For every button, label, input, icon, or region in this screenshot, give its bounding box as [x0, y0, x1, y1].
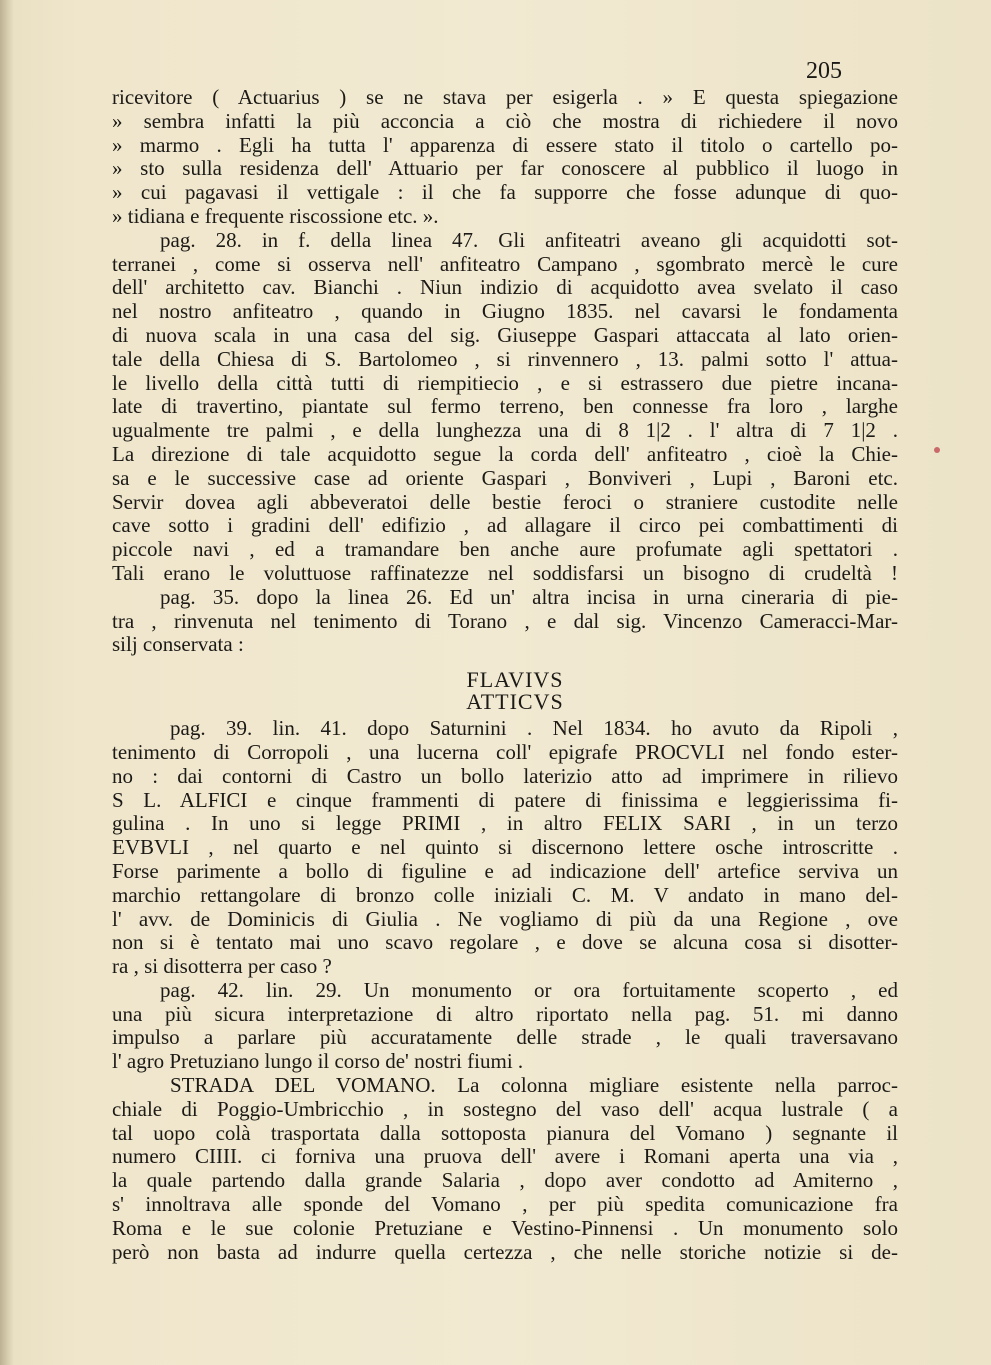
- text-line: » marmo . Egli ha tutta l' apparenza di essere stato il titolo o cartello po-: [112, 133, 898, 157]
- text-line: STRADA DEL VOMANO. La colonna migliare esistente nella parroc-: [170, 1074, 898, 1098]
- text-line: pag. 39. lin. 41. dopo Saturnini . Nel 1834. ho avuto da Ripoli ,: [170, 717, 898, 741]
- text-line: marchio rettangolare di bronzo colle iniziali C. M. V andato in mano del-: [112, 883, 898, 907]
- text-line: » tidiana e frequente riscossione etc. ».: [112, 204, 439, 228]
- text-line: » sembra infatti la più acconcia a ciò che mostra di richiedere il novo: [112, 109, 898, 133]
- page-body: [112, 86, 898, 1264]
- text-line: impulso a parlare più accuratamente delle strade , le quali traversavano: [112, 1026, 898, 1050]
- text-line: ricevitore ( Actuarius ) se ne stava per esigerla . » E questa spiegazione: [112, 86, 898, 109]
- text-line: piccole navi , ed a tramandare ben anche aure profumate agli spettatori .: [112, 538, 898, 562]
- text-line: late di travertino, piantate sul fermo terreno, ben connesse fra loro , larghe: [112, 395, 898, 419]
- text-line: tale della Chiesa di S. Bartolomeo , si rinvennero , 13. palmi sotto l' attua-: [112, 347, 898, 371]
- text-line: l' avv. de Dominicis di Giulia . Ne vogliamo di più da una Regione , ove: [112, 907, 898, 931]
- text-line: pag. 28. in f. della linea 47. Gli anfiteatri aveano gli acquidotti sot-: [160, 228, 898, 252]
- text-line: gulina . In uno si legge PRIMI , in altro FELIX SARI , in un terzo: [112, 812, 898, 836]
- text-line: terranei , come si osserva nell' anfiteatro Campano , sgombrato mercè le cure: [112, 252, 898, 276]
- text-line: silj conservata :: [112, 633, 244, 657]
- text-line: pag. 42. lin. 29. Un monumento or ora fortuitamente scoperto , ed: [160, 978, 898, 1002]
- text-line: cave sotto i gradini dell' edifizio , ad allagare il circo pei combattimenti di: [112, 514, 898, 538]
- text-line: nel nostro anfiteatro , quando in Giugno 1835. nel cavarsi le fondamenta: [112, 300, 898, 324]
- text-line: EVBVLI , nel quarto e nel quinto si discernono lettere osche introscritte .: [112, 836, 898, 860]
- text-line: s' innoltrava alle sponde del Vomano , per più spedita comunicazione fra: [112, 1193, 898, 1217]
- text-line: » sto sulla residenza dell' Attuario per far conoscere al pubblico il luogo in: [112, 157, 898, 181]
- text-line: sa e le successive case ad oriente Gaspari , Bonviveri , Lupi , Baroni etc.: [112, 466, 898, 490]
- inscription-line: ATTICVS: [466, 689, 564, 715]
- text-line: ra , si disotterra per caso ?: [112, 955, 332, 979]
- text-line: numero CIIII. ci forniva una pruova dell' avere i Romani aperta una via ,: [112, 1145, 898, 1169]
- text-line: di nuova scala in una casa del sig. Giuseppe Gaspari attaccata al lato orien-: [112, 323, 898, 347]
- text-line: le livello della città tutti di riempitiecio , e si estrassero due pietre incana-: [112, 371, 898, 395]
- text-line: però non basta ad indurre quella certezza , che nelle storiche notizie si de-: [112, 1240, 898, 1264]
- page-number: 205: [806, 58, 842, 84]
- text-line: Roma e le sue colonie Pretuziane e Vestino-Pinnensi . Un monumento solo: [112, 1216, 898, 1240]
- text-line: Servir dovea agli abbeveratoi delle bestie feroci o straniere custodite nelle: [112, 490, 898, 514]
- text-line: non si è tentato mai uno scavo regolare , e dove se alcuna cosa si disotter-: [112, 931, 898, 955]
- text-line: l' agro Pretuziano lungo il corso de' nostri fiumi .: [112, 1050, 524, 1074]
- text-line: dell' architetto cav. Bianchi . Niun indizio di acquidotto avea svelato il caso: [112, 276, 898, 300]
- text-line: no : dai contorni di Castro un bollo laterizio atto ad imprimere in rilievo: [112, 764, 898, 788]
- text-line: Tali erano le voluttuose raffinatezze nel soddisfarsi un bisogno di crudeltà !: [112, 561, 898, 585]
- text-line: pag. 35. dopo la linea 26. Ed un' altra incisa in urna cineraria di pie-: [160, 585, 898, 609]
- inscription-line: FLAVIVS: [466, 667, 564, 693]
- text-line: Forse parimente a bollo di figuline e ad indicazione dell' artefice serviva un: [112, 859, 898, 883]
- page-gutter-shadow: [0, 0, 14, 1365]
- text-line: S L. ALFICI e cinque frammenti di patere di finissima e leggierissima fi-: [112, 788, 898, 812]
- text-line: La direzione di tale acquidotto segue la corda dell' anfiteatro , cioè la Chie-: [112, 442, 898, 466]
- ink-stain: [934, 447, 940, 453]
- text-line: tra , rinvenuta nel tenimento di Torano , e dal sig. Vincenzo Cameracci-Mar-: [112, 609, 898, 633]
- text-line: la quale partendo dalla grande Salaria , dopo aver condotto ad Amiterno ,: [112, 1169, 898, 1193]
- text-line: tenimento di Corropoli , una lucerna coll' epigrafe PROCVLI nel fondo ester-: [112, 740, 898, 764]
- text-line: una più sicura interpretazione di altro riportato nella pag. 51. mi danno: [112, 1002, 898, 1026]
- text-line: chiale di Poggio-Umbricchio , in sostegno del vaso dell' acqua lustrale ( a: [112, 1097, 898, 1121]
- text-line: » cui pagavasi il vettigale : il che fa supporre che fosse adunque di quo-: [112, 181, 898, 205]
- text-line: ugualmente tre palmi , e della lunghezza una di 8 1|2 . l' altra di 7 1|2 .: [112, 419, 898, 443]
- text-line: tal uopo colà trasportata dalla sottoposta pianura del Vomano ) segnante il: [112, 1121, 898, 1145]
